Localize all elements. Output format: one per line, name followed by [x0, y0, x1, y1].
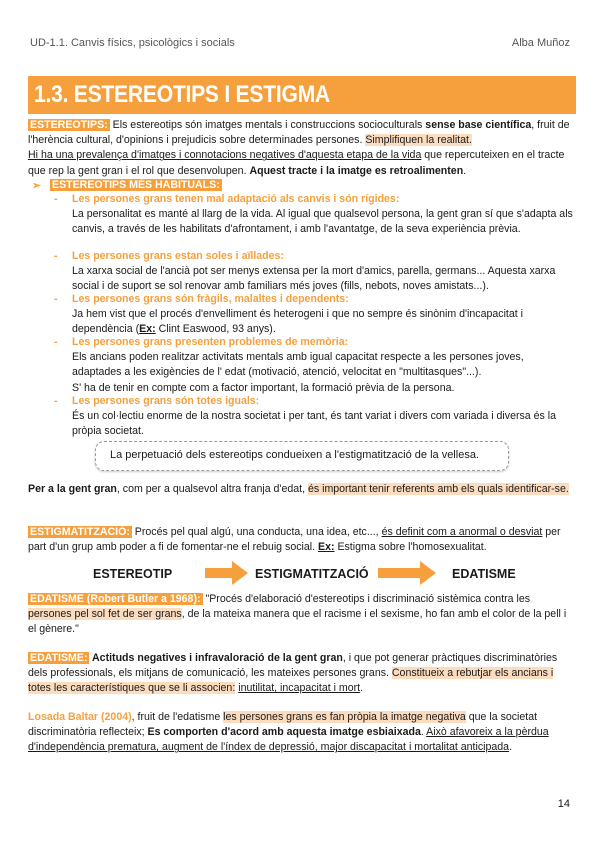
citation-author: Losada Baltar (2004)	[28, 711, 132, 723]
losada-paragraph: Losada Baltar (2004), fruit de l'edatisme les persones grans es fan pròpia la imatge negativa que la societat discriminatòria reflecteix; Es comporten d'acord amb aquesta imatge esbiaixada. Això afavoreix a la pèrdua d'independència prematura, augment de l'índex de depressió, major discapacitat i mortalitat anticipada.	[28, 711, 549, 754]
edatisme-butler-paragraph: EDATISME (Robert Butler a 1968): "Procés d'elaboració d'estereotips i discriminació sistèmica contra les persones pel sol fet de ser grans, de la mateixa manera que el racisme i el sexisme, ho fan amb el color de la pell i el gènere."	[28, 593, 567, 636]
arrow-icon	[378, 561, 436, 585]
document-header-author: Alba Muñoz	[511, 37, 570, 49]
highlight: Simplifiquen la realitat.	[365, 134, 472, 147]
item-heading: Les persones grans estan soles i aïllades:	[72, 250, 284, 262]
edatisme-butler-label: EDATISME (Robert Butler a 1968):	[30, 593, 201, 605]
item-heading: Les persones grans són totes iguals:	[72, 395, 260, 407]
section-title: 1.3. ESTEREOTIPS I ESTIGMA	[34, 81, 330, 108]
section-label: ESTEREOTIPS MÉS HABITUALS:	[52, 179, 220, 191]
intro-paragraph: ESTEREOTIPS: Els estereotips són imatges mentals i construccions socioculturals sense base científica, fruit de l'herència cultural, d'opinions i prejudicis sobre determinades persones. Simplifiquen la realitat. Hi ha una prevalença d'imatges i connotacions negatives d'aquesta etapa de la vida que repercuteixen en el tracte que rep la gent gran i el rol que desenvolupen. Aquest tracte i la imatge es retroalimenten.	[28, 119, 570, 177]
item-body-extra: S' ha de tenir en compte com a factor important, la formació prèvia de la persona.	[72, 381, 455, 394]
edatisme-label: EDATISME:	[30, 652, 88, 664]
list-bullet: -	[54, 250, 58, 262]
page-number: 14	[557, 798, 570, 810]
document-header-left: UD-1.1. Canvis físics, psicològics i socials	[30, 37, 235, 49]
estereotips-label: ESTEREOTIPS:	[30, 119, 108, 131]
flow-step-edatisme: EDATISME	[452, 567, 516, 581]
estigmatitzacio-label: ESTIGMATITZACIÓ:	[30, 526, 130, 538]
highlight: persones pel sol fet de ser grans	[28, 608, 182, 621]
list-bullet: -	[54, 193, 58, 205]
highlight: Constitueix a rebutjar els ancians i totes les característiques que se li associen:	[28, 667, 554, 695]
flow-step-estereotip: ESTEREOTIP	[93, 567, 173, 581]
list-item: Les persones grans són fràgils, malaltes i dependents: Ja hem vist que el procés d'envelliment és heterogeni i que no sempre és sinònim d'incapacitat i dependència (Ex: Clint Easwood, 93 anys).	[72, 293, 523, 336]
item-heading: Les persones grans són fràgils, malaltes i dependents:	[72, 293, 349, 305]
list-bullet: -	[54, 336, 58, 348]
item-heading: Les persones grans tenen mal adaptació als canvis i són rígides:	[72, 193, 400, 205]
highlight: és important tenir referents amb els quals identificar-se.	[307, 483, 569, 495]
item-body: Ja hem vist que el procés d'envelliment és heterogeni i que no sempre és sinònim d'incapacitat i dependència (	[72, 308, 523, 336]
flow-step-estigmatitzacio: ESTIGMATITZACIÓ	[255, 567, 369, 581]
note-text: La perpetuació dels estereotips condueixen a l'estigmatització de la vellesa.	[110, 449, 479, 461]
item-heading: Les persones grans presenten problemes de memòria:	[72, 336, 349, 348]
arrow-icon	[205, 561, 248, 585]
item-body: És un col·lectiu enorme de la nostra societat i per tant, és tant variat i divers com variada i diversa és la pròpia societat.	[72, 410, 557, 438]
item-body: La xarxa social de l'ancià pot ser menys extensa per la mort d'amics, parella, germans... Aquesta xarxa social i de suport se sol renovar amb familiars més joves (fills, nebots, noves amistats...).	[72, 265, 556, 293]
list-bullet: -	[54, 395, 58, 407]
gent-gran-paragraph: Per a la gent gran, com per a qualsevol altra franja d'edat, és important tenir referents amb els quals identificar-se.	[28, 483, 569, 495]
item-body: Els ancians poden realitzar activitats mentals amb igual capacitat respecte a les persones joves, adaptades a les exigències de l' edat (motivació, atenció, velocitat en "multitasques"...).	[72, 351, 524, 379]
highlight: les persones grans es fan pròpia la imatge negativa	[223, 711, 466, 723]
estigmatitzacio-paragraph: ESTIGMATITZACIÓ: Procés pel qual algú, una conducta, una idea, etc..., és definit com a anormal o desviat per part d'un grup amb poder a fi de fomentar-ne el rebuig social. Ex: Estigma sobre l'homosexualitat.	[28, 526, 561, 554]
list-bullet: -	[54, 293, 58, 305]
edatisme-paragraph: EDATISME: Actituds negatives i infravaloració de la gent gran, i que pot generar pràctiques discriminatòries dels professionals, els mitjans de comunicació, les mateixes persones grans. Constitueix a rebutjar els ancians i totes les característiques que se li associen: inutilitat, incapacitat i mort.	[28, 652, 558, 695]
arrow-bullet-icon: ➢	[32, 180, 42, 192]
item-body: La personalitat es manté al llarg de la vida. Al igual que qualsevol persona, la gent gran sí que s'adapta als canvis, a través de les habilitats d'afrontament, i amb l'avantatge, de la seva experiència prèvia.	[72, 208, 573, 236]
